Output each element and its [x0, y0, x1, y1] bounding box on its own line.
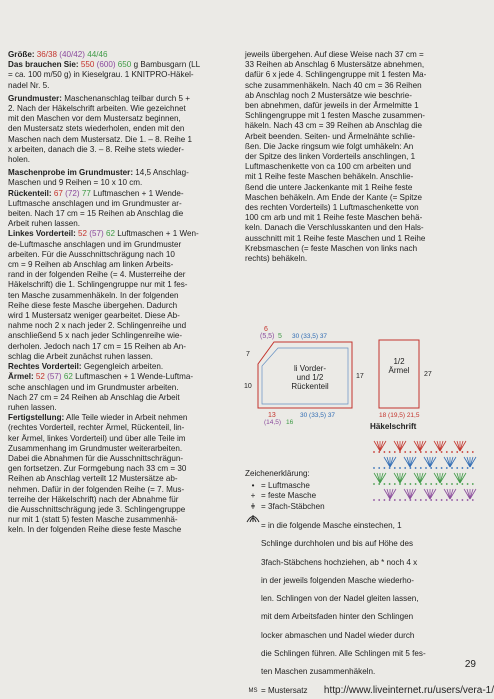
grund-line: x arbeiten, danach die 3. – 8. Reihe stets wieder-	[8, 144, 184, 154]
dim-bottom-d: 30 (33,5) 37	[300, 412, 336, 419]
chart-loop-stroke	[470, 457, 476, 467]
chart-loop-stroke	[454, 441, 460, 451]
materials-line: Das brauchen Sie: 550 (600) 650 g Bambusgarn (LL	[8, 60, 201, 70]
dim-left-a: 7	[246, 351, 250, 358]
lv-line: ten Masche zusammenhäkeln. In der folgenden	[8, 290, 179, 300]
lv-line: de-Luftmasche anschlagen und im Grundmuster	[8, 239, 182, 249]
fert-line: die Ausschnittschrägung jede 3. Schlingengruppe	[8, 504, 186, 514]
right-line: ßen. Die Jacke ringsum wie folgt umhäkeln: An	[245, 141, 414, 151]
right-line: der Spitze des linken Vorderteils anschlingen, 1	[245, 152, 416, 162]
front-label-1: li Vorder-	[293, 364, 327, 373]
chart-loop-stroke	[394, 441, 400, 451]
dim-top-sub2: 5	[278, 333, 282, 340]
chart-chain-dot	[456, 451, 458, 453]
chart-chain-dot	[399, 451, 401, 453]
sling-line: mit dem Arbeitsfaden hinter den Schlingen	[261, 612, 414, 622]
sleeve-dim-side: 27	[424, 371, 432, 378]
arm-line-0: Ärmel: 52 (57) 62 Luftmaschen + 1 Wende-Luftma-	[8, 372, 194, 382]
chart-title: Häkelschrift	[370, 422, 417, 431]
right-column	[245, 50, 483, 264]
right-line: ab Anschlag noch 2 Mustersätze wie beschrie-	[245, 90, 412, 100]
chart-chain-dot	[430, 451, 432, 453]
lv-line: Reihe diese feste Masche übergehen. Dadurch	[8, 300, 178, 310]
chart-chain-dot	[451, 451, 453, 453]
right-line: 33 Reihen ab Anschlag 6 Mustersätze abnehmen,	[245, 60, 425, 70]
lv-line: anschließend 5 x nach jeder Schlingenreihe wie-	[8, 331, 183, 341]
right-line: ausschnitt mit 1 Reihe feste Maschen und 1 Reihe	[245, 233, 426, 243]
grund-line: mit den Maschen vor dem Mustersatz beginnen,	[8, 114, 181, 124]
right-line: häkeln. Nach 43 cm = 39 Reihen ab Anschlag die	[245, 121, 423, 131]
fert-line: Dabei die Abnahmen für die Ausschnittschrägun-	[8, 453, 184, 463]
fert-line-0: Fertigstellung: Alle Teile wieder in Arbeit nehmen	[8, 413, 188, 423]
sling-text	[261, 513, 426, 686]
right-line: rechts) behäkeln.	[245, 254, 308, 264]
lv-line: derholen. Jedoch nach 17 cm = 15 Reihen ab An-	[8, 341, 186, 351]
legend-text: = Luftmasche	[261, 481, 310, 491]
chart-loop-stroke	[440, 441, 446, 451]
chart-chain-dot	[462, 451, 464, 453]
chart-chain-dot	[420, 451, 422, 453]
chart-chain-dot	[467, 451, 469, 453]
legend-text: = 3fach-Stäbchen	[261, 501, 325, 511]
arm-line: sche anschlagen und im Grundmuster arbeiten.	[8, 382, 179, 392]
legend-item	[245, 502, 483, 512]
chart-loop-stroke	[390, 457, 396, 467]
sleeve-label-2: Ärmel	[388, 366, 410, 375]
right-line: ßend die untere Jackenkante mit 1 Reihe feste	[245, 182, 413, 192]
right-line: mit 1 Reihe feste Maschen behäkeln. Anschlie-	[245, 172, 414, 182]
sling-line: 3fach-Stäbchens hochziehen, ab * noch 4 x	[261, 557, 418, 567]
right-line: Krebsmaschen (= feste Maschen von links nach	[245, 243, 418, 253]
chart-chain-dot	[425, 451, 427, 453]
legend-title: Zeichenerklärung:	[245, 469, 310, 478]
chart-chain-dot	[410, 451, 412, 453]
ruck-line: Luftmasche anschlagen und im Grundmuster ar-	[8, 198, 182, 208]
chart-chain-dot	[394, 451, 396, 453]
fert-line: keln. In der folgenden Reihe diese feste Masche	[8, 525, 182, 535]
sling-line: = in die folgende Masche einstechen, 1	[261, 520, 402, 530]
probe-line-2: Maschen und 9 Reihen = 10 x 10 cm.	[8, 178, 143, 188]
right-line: Luftmaschenkette von ca 100 cm arbeiten und	[245, 162, 412, 172]
ruck-line: beiten. Nach 17 cm = 15 Reihen ab Anschlag die	[8, 209, 184, 219]
chart-loop-stroke	[430, 457, 436, 467]
right-line: dafür 6 x jede 4. Schlingengruppe mit 1 festen Ma-	[245, 70, 427, 80]
single-crochet-icon: +	[250, 491, 256, 501]
legend-text: = feste Masche	[261, 491, 317, 501]
dim-right-c: 17	[356, 373, 364, 380]
lv-line: schlag die Arbeit zunächst ruhen lassen.	[8, 351, 153, 361]
lv-line: nahme noch 2 x nach jeder 2. Schlingenreihe und	[8, 321, 187, 331]
materials-line-3: nadel Nr. 5.	[8, 80, 50, 90]
page-number: 29	[464, 659, 476, 670]
sleeve-dim-bottom: 18 (19,5) 21,5	[379, 412, 420, 419]
fert-line: Zusammenhang im Grundmuster weiterarbeiten.	[8, 443, 183, 453]
grund-line: holen.	[8, 155, 31, 165]
chart-loop-stroke	[400, 441, 406, 451]
right-line: Schlingengruppe mit 1 festen Masche zusammen-	[245, 111, 425, 121]
lv-line-0: Linkes Vorderteil: 52 (57) 62 Luftmaschen + 1 Wen-	[8, 229, 199, 239]
fert-line: terreihe der Häkelschrift) nach der Abnahme für	[8, 494, 179, 504]
chart-loop-stroke	[460, 441, 466, 451]
left-column	[8, 50, 238, 536]
sling-line: die Schlingen führen. Alle Schlingen mit 5 fes-	[261, 648, 426, 658]
fert-line: (rechtes Vorderteil, rechter Ärmel, Rückenteil, lin-	[8, 423, 185, 433]
legend	[245, 469, 483, 696]
dim-bottom-b: (14,5)	[264, 419, 281, 426]
sleeve-label-1: 1/2	[393, 357, 405, 366]
ruck-line-0: Rückenteil: 67 (72) 77 Luftmaschen + 1 Wende-	[8, 188, 184, 198]
legend-sling	[245, 513, 483, 686]
chart-loop-stroke	[450, 457, 456, 467]
rv-line: Rechtes Vorderteil: Gegengleich arbeiten.	[8, 362, 164, 372]
chart-loop-stroke	[424, 457, 430, 467]
dim-top-sub: (5,5)	[260, 333, 275, 340]
legend-text: = Mustersatz	[261, 685, 308, 695]
right-line: keln. Danach die Verschlusskanten und den Hals-	[245, 223, 424, 233]
chart-loop-stroke	[420, 441, 426, 451]
lv-line: arbeiten. Für die Ausschnittschrägung nach 10	[8, 249, 175, 259]
front-label-3: Rückenteil	[291, 382, 329, 391]
loop-group-icon	[245, 513, 261, 523]
lv-line: cm = 9 Reihen ab Anschlag am linken Arbeits-	[8, 260, 174, 270]
chart-chain-dot	[441, 451, 443, 453]
right-line: sche zusammenhäkeln. Nach 40 cm = 36 Reihen	[245, 80, 422, 90]
dim-bottom-c: 16	[286, 419, 294, 426]
chart-loop-stroke	[464, 457, 470, 467]
grund-line: den Mustersatz stets wiederholen, enden mit den	[8, 124, 185, 134]
chart-chain-dot	[389, 451, 391, 453]
front-label-2: und 1/2	[296, 373, 324, 382]
right-line: 100 cm arb und mit 1 Reihe feste Maschen behä-	[245, 213, 423, 223]
lv-line: wird 1 Mustersatz weniger gearbeitet. Diese Ab-	[8, 311, 180, 321]
chart-loop-stroke	[444, 457, 450, 467]
legend-item	[245, 491, 483, 501]
fert-line: gen fortsetzen. Zur Formgebung nach 33 cm = 30	[8, 464, 187, 474]
watermark-url: http://www.liveinternet.ru/users/vera-1/	[323, 685, 494, 696]
pattern-repeat-icon: MS	[248, 687, 258, 694]
chart-chain-dot	[436, 451, 438, 453]
right-line: Arbeit beenden. Seiten- und Ärmelnähte schlie-	[245, 131, 416, 141]
sling-line: in der jeweils folgenden Masche wiederho-	[261, 575, 414, 585]
dim-top-right: 30 (33,5) 37	[292, 333, 328, 340]
arm-line: Nach 27 cm = 24 Reihen ab Anschlag die Arbeit	[8, 392, 180, 402]
chart-chain-dot	[404, 451, 406, 453]
chart-loop-stroke	[384, 457, 390, 467]
dim-bottom-a: 13	[268, 412, 276, 419]
legend-item	[245, 481, 483, 491]
right-line: Maschen behäkeln. Am Ende der Kante (= Spitze	[245, 192, 423, 202]
chart-loop-stroke	[434, 441, 440, 451]
right-line: des rechten Vorderteils) 1 Luftmaschenkette von	[245, 203, 419, 213]
sling-line: locker abmaschen und Nadel wieder durch	[261, 630, 415, 640]
right-line: jeweils übergehen. Auf diese Weise nach 37 cm =	[245, 50, 424, 59]
grund-line-0: Grundmuster: Maschenanschlag teilbar durch 5 +	[8, 93, 190, 103]
triple-crochet-icon: ǂ	[250, 501, 256, 511]
dim-left-b: 10	[244, 383, 252, 390]
fert-line: nehmen. Dafür in der folgenden Reihe (= 7. Mus-	[8, 484, 185, 494]
size-line: Größe: 36/38 (40/42) 44/46	[8, 50, 108, 59]
chart-chain-dot	[384, 451, 386, 453]
lv-line: rand in der folgenden Reihe (= 4. Musterreihe der	[8, 270, 186, 280]
right-line: ben abnehmen, dafür jeweils in der Ärmelmitte 1	[245, 101, 419, 111]
chart-chain-dot	[446, 451, 448, 453]
garment-schematic	[244, 322, 484, 426]
chart-loop-stroke	[374, 441, 380, 451]
sling-line: Schlinge durchholen und bis auf Höhe des	[261, 539, 414, 549]
materials-line-2: = ca. 100 m/50 g) in Kieselgrau. 1 KNITPRO-Häkel-	[8, 70, 194, 80]
probe-line: Maschenprobe im Grundmuster: 14,5 Anschlag-	[8, 168, 189, 178]
sling-line: ten Maschen zusammenhäkeln.	[261, 667, 376, 677]
chart-loop-stroke	[414, 441, 420, 451]
lv-line: Häkelschrift) die 1. Schlingengruppe nur mit 1 fes-	[8, 280, 188, 290]
chart-chain-dot	[373, 451, 375, 453]
chart-loop-stroke	[410, 457, 416, 467]
chart-loop-stroke	[404, 457, 410, 467]
chart-loop-stroke	[380, 441, 386, 451]
fert-line: ker Ärmel, linkes Vorderteil) und über alle Teile im	[8, 433, 186, 443]
chain-icon: •	[251, 481, 255, 491]
ruck-line: Arbeit ruhen lassen.	[8, 219, 80, 229]
grund-line: Maschen nach dem Mustersatz. Die 1. – 8. Reihe 1	[8, 134, 192, 144]
dim-top-num: 6	[264, 326, 268, 333]
chart-chain-dot	[415, 451, 417, 453]
arm-line: ruhen lassen.	[8, 402, 57, 412]
fert-line: nur mit 1 (statt 5) festen Masche zusammenhä-	[8, 515, 178, 525]
grund-line: 2. Nach der Häkelschrift arbeiten. Wie gezeichnet	[8, 104, 186, 114]
sling-line: len. Schlingen von der Nadel gleiten lassen,	[261, 594, 419, 604]
chart-chain-dot	[378, 451, 380, 453]
fert-line: Reihen ab Anschlag verteilt 12 Mustersätze ab-	[8, 474, 178, 484]
chart-chain-dot	[472, 451, 474, 453]
